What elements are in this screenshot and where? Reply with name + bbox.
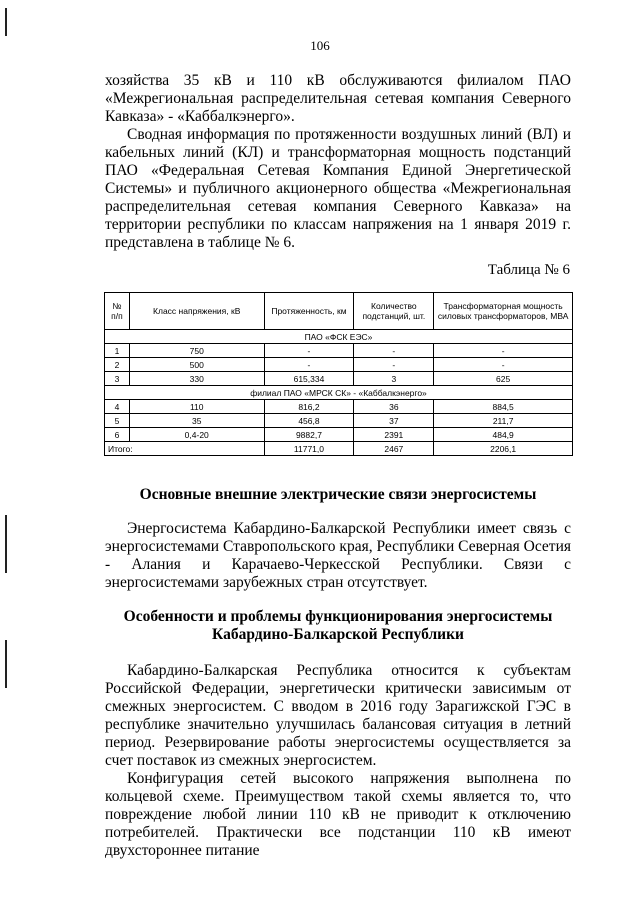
table-cell: 11771,0 — [264, 442, 354, 456]
table-group-row — [105, 386, 573, 400]
table-cell: - — [264, 358, 354, 372]
table-cell: 816,2 — [264, 400, 354, 414]
table-cell: 211,7 — [434, 414, 573, 428]
table-cell: 2391 — [354, 428, 434, 442]
table-cell: 625 — [434, 372, 573, 386]
group-label: ПАО «ФСК ЕЭС» — [105, 330, 573, 344]
intro-text — [105, 72, 571, 252]
table-caption: Таблица № 6 — [487, 262, 570, 278]
table-cell: - — [434, 358, 573, 372]
column-header: № п/п — [105, 293, 130, 330]
paragraph: хозяйства 35 кВ и 110 кВ обслуживаются филиалом ПАО «Межрегиональная распределительная сетевая компания Северного Кавказа» - «Каббалкэнерго». — [105, 72, 571, 125]
table-cell: 35 — [129, 414, 264, 428]
column-header: Количество подстанций, шт. — [354, 293, 434, 330]
table-row — [105, 372, 573, 386]
table-cell: - — [354, 358, 434, 372]
section-title-line: Кабардино-Балкарской Республики — [212, 626, 464, 643]
table-cell: 750 — [129, 344, 264, 358]
table-total-row — [105, 442, 573, 456]
margin-mark — [5, 8, 7, 36]
section-title: Основные внешние электрические связи энергосистемы — [139, 486, 537, 503]
column-header: Протяженность, км — [264, 293, 354, 330]
table-cell: 3 — [354, 372, 434, 386]
table-cell: 6 — [105, 428, 130, 442]
column-header: Класс напряжения, кВ — [129, 293, 264, 330]
table-row — [105, 428, 573, 442]
section-title-line: Особенности и проблемы функционирования энергосистемы — [123, 608, 553, 625]
table-cell: 484,9 — [434, 428, 573, 442]
column-header: Трансформаторная мощность силовых трансформаторов, МВА — [434, 293, 573, 330]
table-cell: 9882,7 — [264, 428, 354, 442]
table-cell: 110 — [129, 400, 264, 414]
table-cell: 0,4-20 — [129, 428, 264, 442]
table-cell: 36 — [354, 400, 434, 414]
table-cell: - — [354, 344, 434, 358]
table-cell: - — [434, 344, 573, 358]
table-cell: 2467 — [354, 442, 434, 456]
table-cell: 500 — [129, 358, 264, 372]
network-summary-table — [104, 292, 573, 456]
table-row — [105, 414, 573, 428]
margin-mark — [5, 515, 7, 573]
table-cell: 884,5 — [434, 400, 573, 414]
page-number: 106 — [310, 38, 330, 53]
table-group-row — [105, 330, 573, 344]
paragraph: Конфигурация сетей высокого напряжения выполнена по кольцевой схеме. Преимуществом такой схемы является то, что повреждение любой линии 110 кВ не приводит к отключению потребителей. Практически все подстанции 110 кВ имеют двухстороннее питание — [105, 770, 571, 859]
table-cell: 2 — [105, 358, 130, 372]
table-cell: 37 — [354, 414, 434, 428]
table-header-row — [105, 293, 573, 330]
table-cell: 456,8 — [264, 414, 354, 428]
group-label: филиал ПАО «МРСК СК» - «Каббалкэнерго» — [105, 386, 573, 400]
table-cell: 330 — [129, 372, 264, 386]
table-cell: - — [264, 344, 354, 358]
table-cell: 3 — [105, 372, 130, 386]
table-cell: 4 — [105, 400, 130, 414]
paragraph: Энергосистема Кабардино-Балкарской Республики имеет связь с энергосистемами Ставропольского края, Республики Северная Осетия - Алания и Карачаево-Черкесской Республики. Связи с энергосистемами зарубежных стран отсутствует. — [105, 520, 571, 591]
table-row — [105, 400, 573, 414]
table-row — [105, 358, 573, 372]
table-cell: 1 — [105, 344, 130, 358]
table-cell: 2206,1 — [434, 442, 573, 456]
table-row — [105, 344, 573, 358]
features-text — [105, 662, 571, 860]
table-cell: 5 — [105, 414, 130, 428]
paragraph: Кабардино-Балкарская Республика относится к субъектам Российской Федерации, энергетически критически зависимым от смежных энергосистем. С вводом в 2016 году Зарагижской ГЭС в республике значительно улучшилась балансовая ситуация в летний период. Резервирование работы энергосистемы осуществляется за счет поставок из смежных энергосистем. — [105, 662, 571, 769]
table-cell: 615,334 — [264, 372, 354, 386]
external-links-text — [105, 520, 571, 592]
margin-mark — [5, 640, 7, 688]
total-label: Итого: — [105, 442, 265, 456]
section-title — [100, 608, 576, 644]
paragraph: Сводная информация по протяженности воздушных линий (ВЛ) и кабельных линий (КЛ) и трансформаторная мощность подстанций ПАО «Федеральная Сетевая Компания Единой Энергетической Системы» и публичного акционерного общества «Межрегиональная распределительная сетевая компания Северного Кавказа» на территории республики по классам напряжения на 1 января 2019 г. представлена в таблице № 6. — [105, 126, 571, 251]
